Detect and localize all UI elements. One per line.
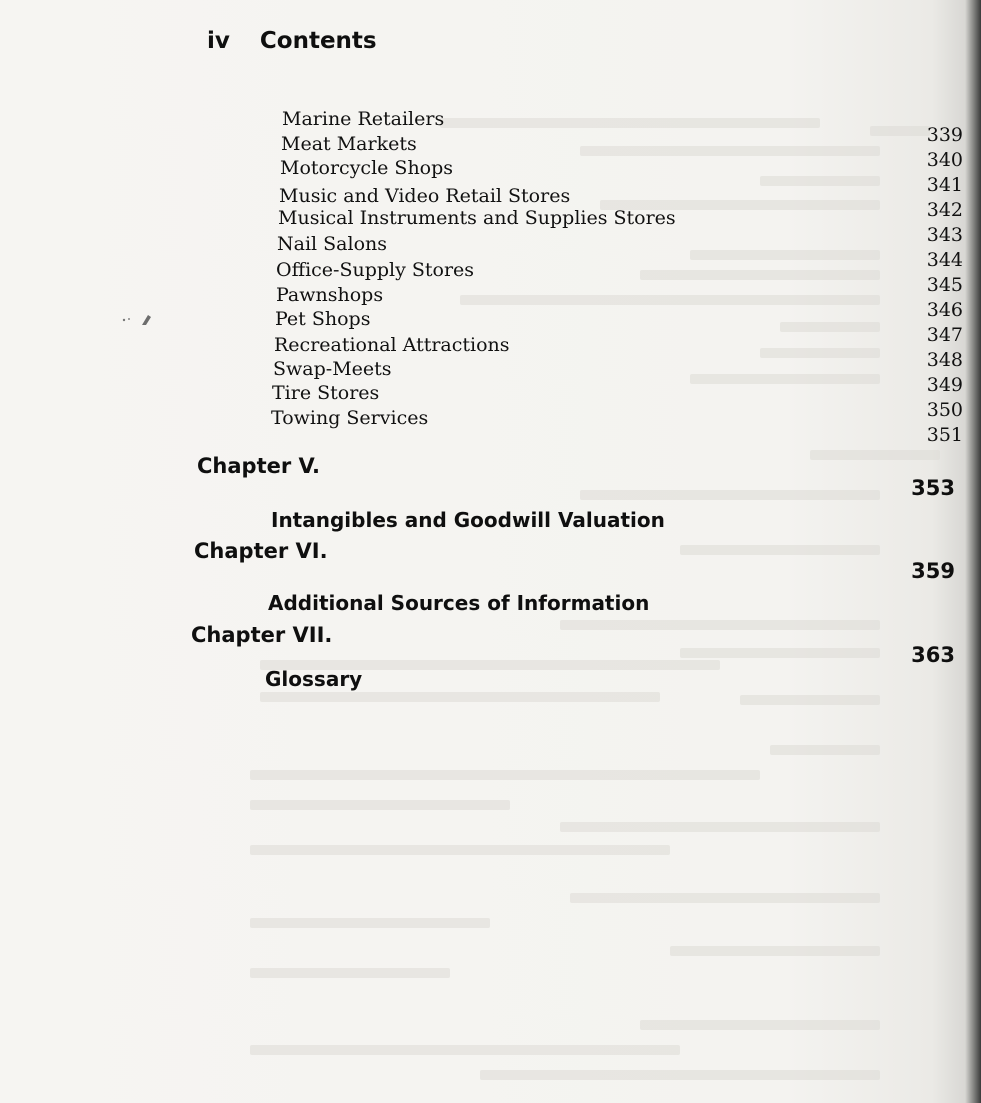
toc-page-number: 341: [926, 174, 963, 196]
bleed-through-mark: [440, 118, 820, 128]
chapter-6-title[interactable]: Additional Sources of Information: [268, 591, 650, 615]
toc-page-number: 349: [926, 374, 963, 396]
bleed-through-mark: [690, 374, 880, 384]
bleed-through-mark: [260, 692, 660, 702]
bleed-through-mark: [580, 490, 880, 500]
bleed-through-mark: [690, 250, 880, 260]
toc-entry-towing-services[interactable]: Towing Services: [271, 407, 429, 429]
ink-smudge: [120, 313, 156, 327]
toc-entry-recreational-attractions[interactable]: Recreational Attractions: [274, 334, 510, 356]
chapter-7-page: 363: [911, 643, 955, 667]
toc-page-number: 340: [926, 149, 963, 171]
chapter-5-page: 353: [911, 476, 955, 500]
bleed-through-mark: [640, 1020, 880, 1030]
bleed-through-mark: [680, 545, 880, 555]
bleed-through-mark: [770, 745, 880, 755]
toc-entry-tire-stores[interactable]: Tire Stores: [272, 382, 380, 404]
bleed-through-mark: [250, 918, 490, 928]
chapter-7-title[interactable]: Glossary: [265, 667, 363, 691]
bleed-through-mark: [670, 946, 880, 956]
bleed-through-mark: [480, 1070, 880, 1080]
toc-page-number: 339: [926, 124, 963, 146]
bleed-through-mark: [780, 322, 880, 332]
bleed-through-mark: [760, 348, 880, 358]
toc-entry-pet-shops[interactable]: Pet Shops: [275, 308, 371, 330]
bleed-through-mark: [560, 620, 880, 630]
toc-entry-pawnshops[interactable]: Pawnshops: [276, 284, 384, 306]
bleed-through-mark: [810, 450, 940, 460]
chapter-7-label[interactable]: Chapter VII.: [191, 623, 333, 647]
toc-entry-office-supply-stores[interactable]: Office-Supply Stores: [276, 259, 475, 281]
bleed-through-mark: [760, 176, 880, 186]
toc-entry-musical-instruments[interactable]: Musical Instruments and Supplies Stores: [278, 207, 676, 229]
bleed-through-mark: [640, 270, 880, 280]
toc-entry-marine-retailers[interactable]: Marine Retailers: [282, 108, 445, 130]
toc-entry-meat-markets[interactable]: Meat Markets: [281, 133, 417, 155]
bleed-through-mark: [560, 822, 880, 832]
toc-entry-motorcycle-shops[interactable]: Motorcycle Shops: [280, 157, 454, 179]
page-header: [207, 28, 377, 54]
header-page-number: iv: [207, 28, 230, 54]
chapter-5-label[interactable]: Chapter V.: [197, 454, 321, 478]
bleed-through-mark: [570, 893, 880, 903]
toc-page-number: 346: [926, 299, 963, 321]
bleed-through-mark: [680, 648, 880, 658]
bleed-through-mark: [870, 126, 930, 136]
bleed-through-mark: [580, 146, 880, 156]
chapter-5-title[interactable]: Intangibles and Goodwill Valuation: [271, 508, 665, 532]
chapter-6-page: 359: [911, 559, 955, 583]
toc-page-number: 345: [926, 274, 963, 296]
bleed-through-mark: [460, 295, 880, 305]
toc-page-number: 347: [926, 324, 963, 346]
page-edge-shadow: [965, 0, 981, 1103]
chapter-6-label[interactable]: Chapter VI.: [194, 539, 328, 563]
toc-page-number: 344: [926, 249, 963, 271]
toc-page-number: 348: [926, 349, 963, 371]
bleed-through-mark: [250, 800, 510, 810]
toc-entry-music-video-retail[interactable]: Music and Video Retail Stores: [279, 185, 571, 207]
toc-page-number: 350: [926, 399, 963, 421]
header-title: Contents: [259, 28, 377, 54]
bleed-through-mark: [250, 845, 670, 855]
toc-entry-swap-meets[interactable]: Swap-Meets: [273, 358, 392, 380]
bleed-through-mark: [250, 968, 450, 978]
bleed-through-mark: [250, 770, 760, 780]
bleed-through-mark: [740, 695, 880, 705]
toc-entry-nail-salons[interactable]: Nail Salons: [277, 233, 387, 255]
toc-page-number: 343: [926, 224, 963, 246]
toc-page-number: 342: [926, 199, 963, 221]
bleed-through-mark: [250, 1045, 680, 1055]
toc-page-number: 351: [926, 424, 963, 446]
